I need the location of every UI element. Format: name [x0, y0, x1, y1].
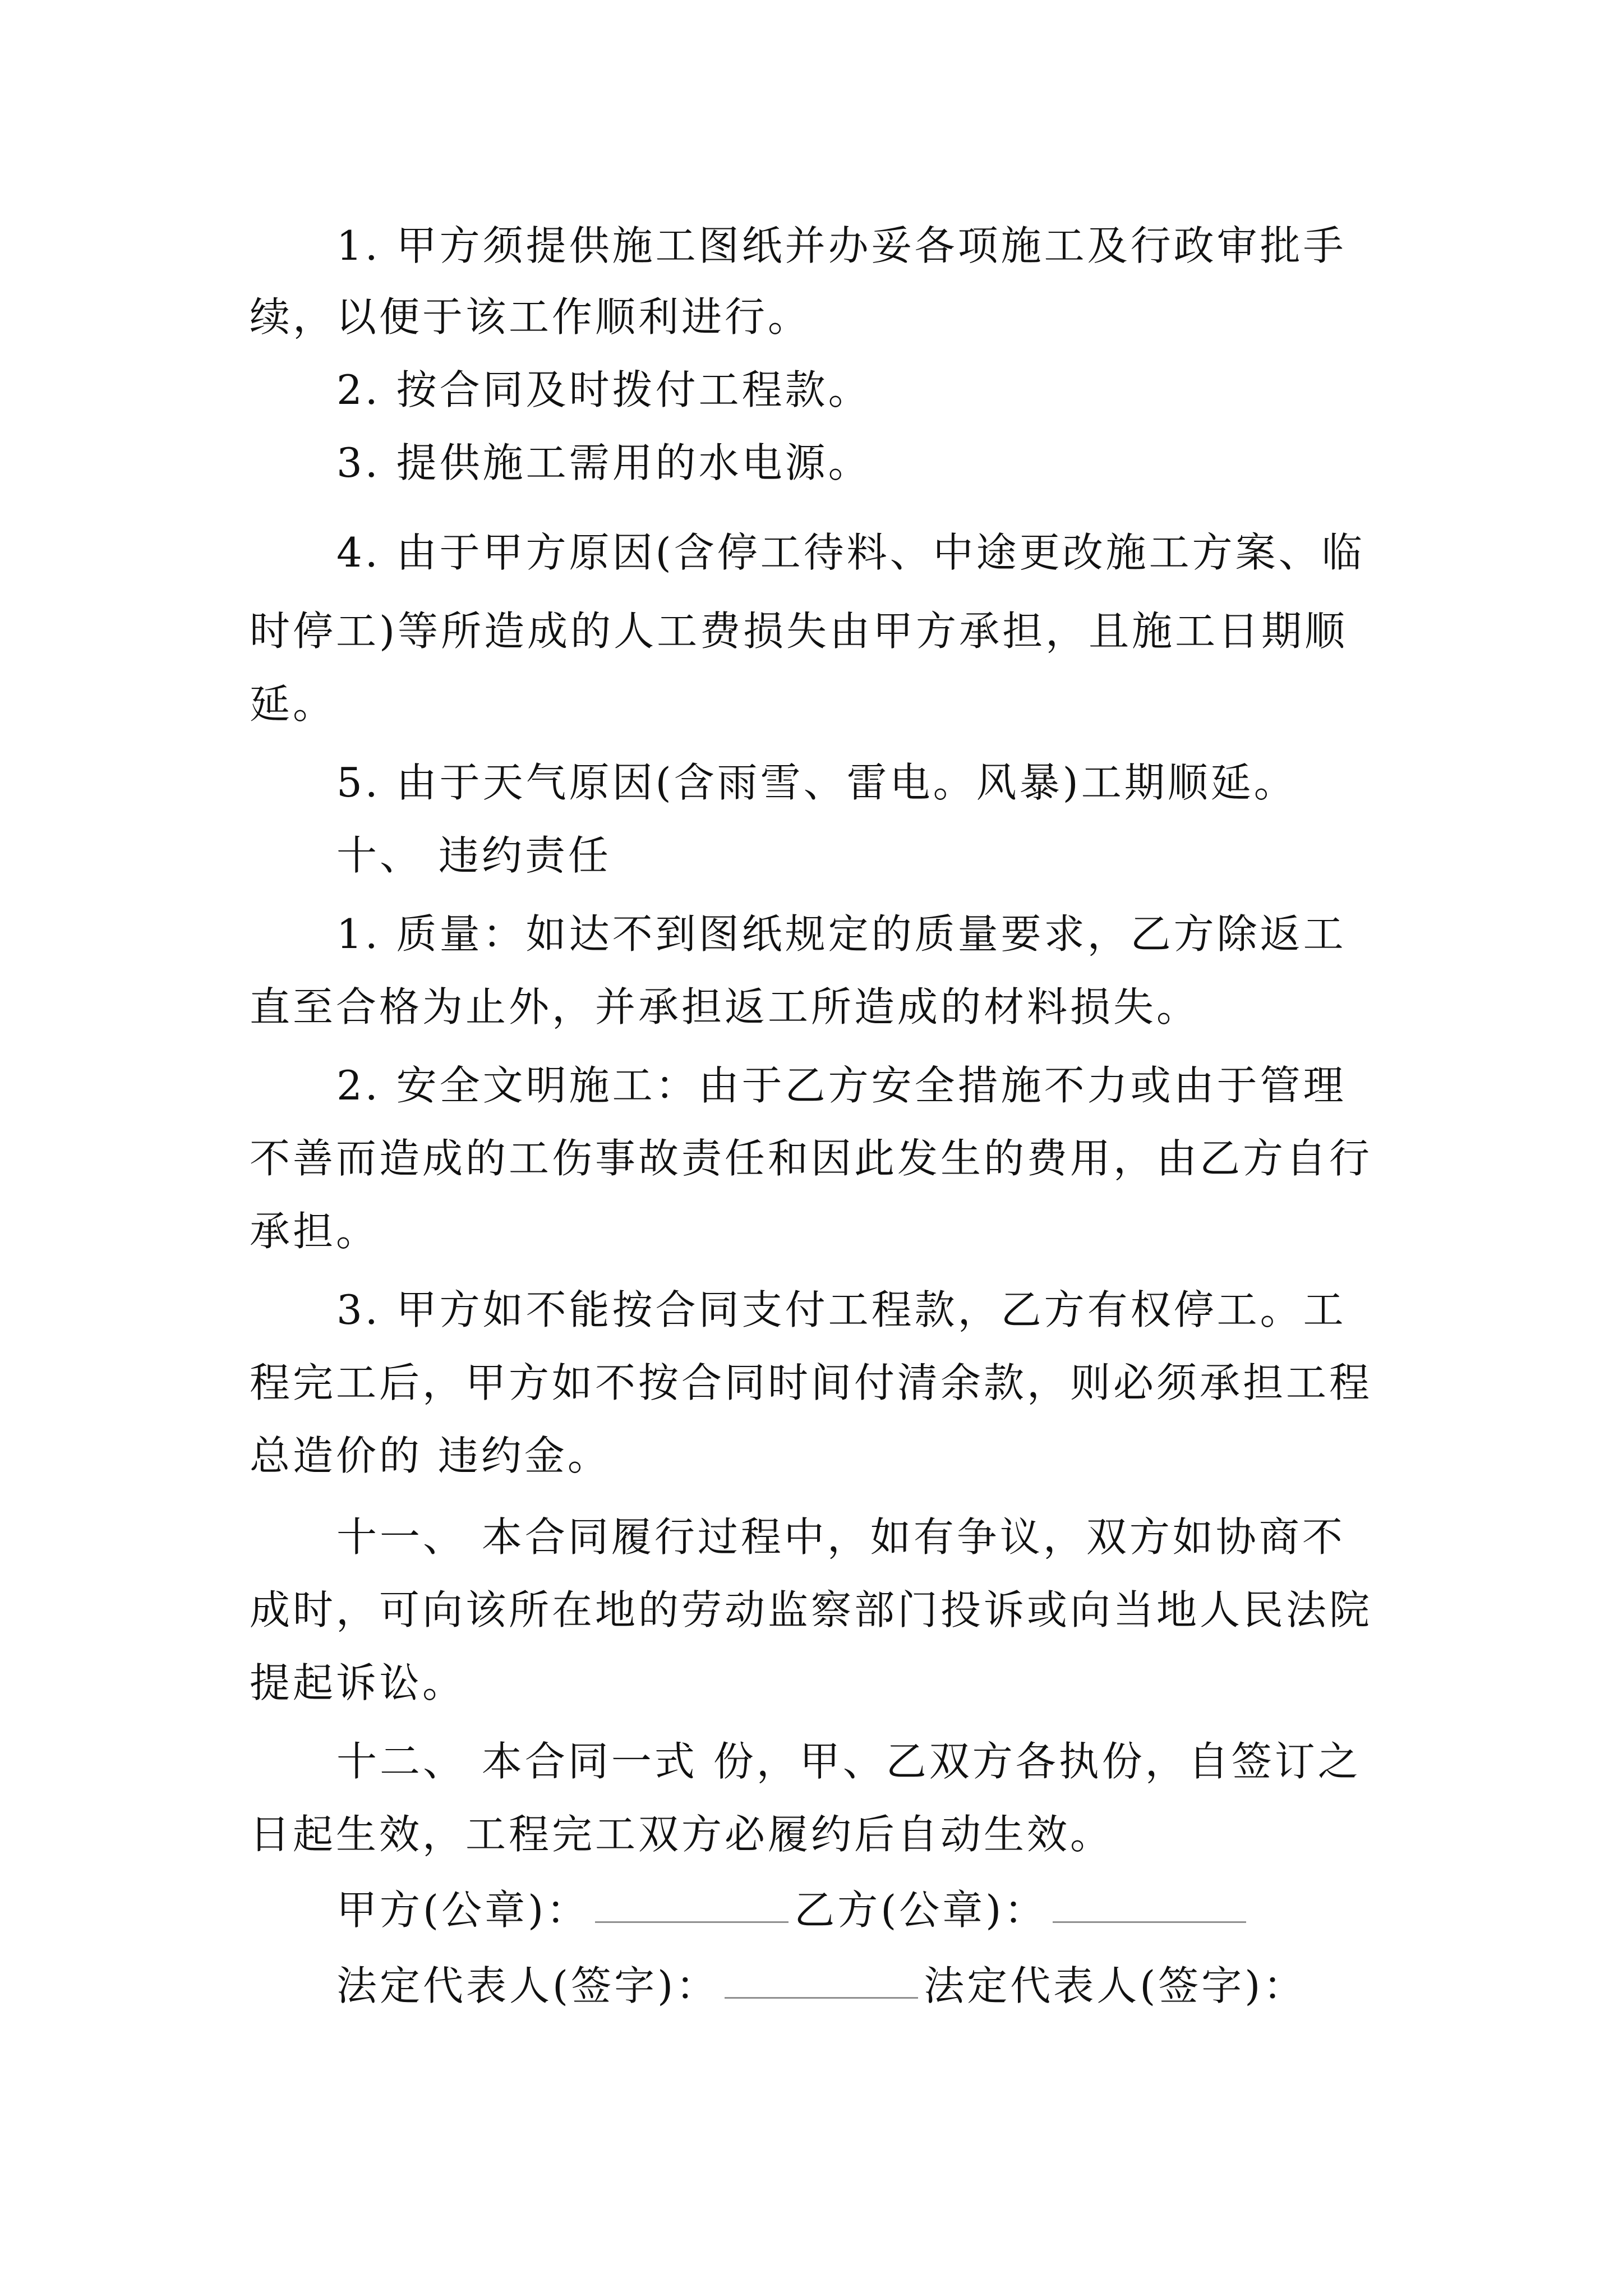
clause-9-item-1-line-1: 1. 甲方须提供施工图纸并办妥各项施工及行政审批手 [336, 222, 1347, 269]
clause-10-item-1-line-2: 直至合格为止外，并承担返工所造成的材料损失。 [250, 983, 1200, 1030]
party-a-representative-blank[interactable] [725, 1958, 918, 1999]
party-b-seal-blank[interactable] [1053, 1882, 1246, 1923]
clause-11-line-2: 成时，可向该所在地的劳动监察部门投诉或向当地人民法院 [250, 1586, 1373, 1634]
clause-10-item-2-line-2: 不善而造成的工伤事故责任和因此发生的费用，由乙方自行 [250, 1135, 1373, 1182]
clause-10-item-2-line-1: 2. 安全文明施工：由于乙方安全措施不力或由于管理 [336, 1062, 1347, 1109]
party-b-representative-label: 法定代表人(签字)： [924, 1962, 1307, 2009]
clause-9-item-3: 3. 提供施工需用的水电源。 [336, 439, 872, 486]
party-a-seal-blank[interactable] [595, 1882, 789, 1923]
representative-line [336, 1958, 1306, 2014]
seal-line [336, 1882, 1252, 1938]
party-a-representative-label: 法定代表人(签字)： [336, 1962, 720, 2009]
clause-10-item-3-line-1: 3. 甲方如不能按合同支付工程款，乙方有权停工。工 [336, 1286, 1347, 1333]
party-b-seal-label: 乙方(公章)： [794, 1887, 1048, 1934]
clause-12-line-2: 日起生效，工程完工双方必履约后自动生效。 [250, 1811, 1114, 1858]
clause-9-item-1-line-2: 续，以便于该工作顺利进行。 [250, 293, 811, 341]
clause-9-item-5: 5. 由于天气原因(含雨雪、雷电。风暴)工期顺延。 [336, 759, 1297, 806]
clause-12-line-1: 十二、 本合同一式 份，甲、乙双方各执份，自签订之 [336, 1738, 1361, 1785]
clause-10-item-3-line-3: 总造价的 违约金。 [250, 1432, 611, 1479]
clause-11-line-1: 十一、 本合同履行过程中，如有争议，双方如协商不 [336, 1513, 1345, 1561]
clause-10-item-1-line-1: 1. 质量：如达不到图纸规定的质量要求，乙方除返工 [336, 910, 1347, 958]
clause-9-item-2: 2. 按合同及时拨付工程款。 [336, 366, 872, 413]
clause-10-heading: 十、 违约责任 [336, 832, 611, 879]
clause-10-item-3-line-2: 程完工后，甲方如不按合同时间付清余款，则必须承担工程 [250, 1359, 1373, 1406]
clause-10-item-2-line-3: 承担。 [250, 1208, 380, 1255]
clause-9-item-4-line-3: 延。 [250, 680, 336, 728]
party-a-seal-label: 甲方(公章)： [336, 1887, 590, 1934]
clause-11-line-3: 提起诉讼。 [250, 1659, 466, 1706]
clause-9-item-4-line-1: 4. 由于甲方原因(含停工待料、中途更改施工方案、临 [336, 529, 1365, 576]
clause-9-item-4-line-2: 时停工)等所造成的人工费损失由甲方承担，且施工日期顺 [250, 608, 1348, 655]
